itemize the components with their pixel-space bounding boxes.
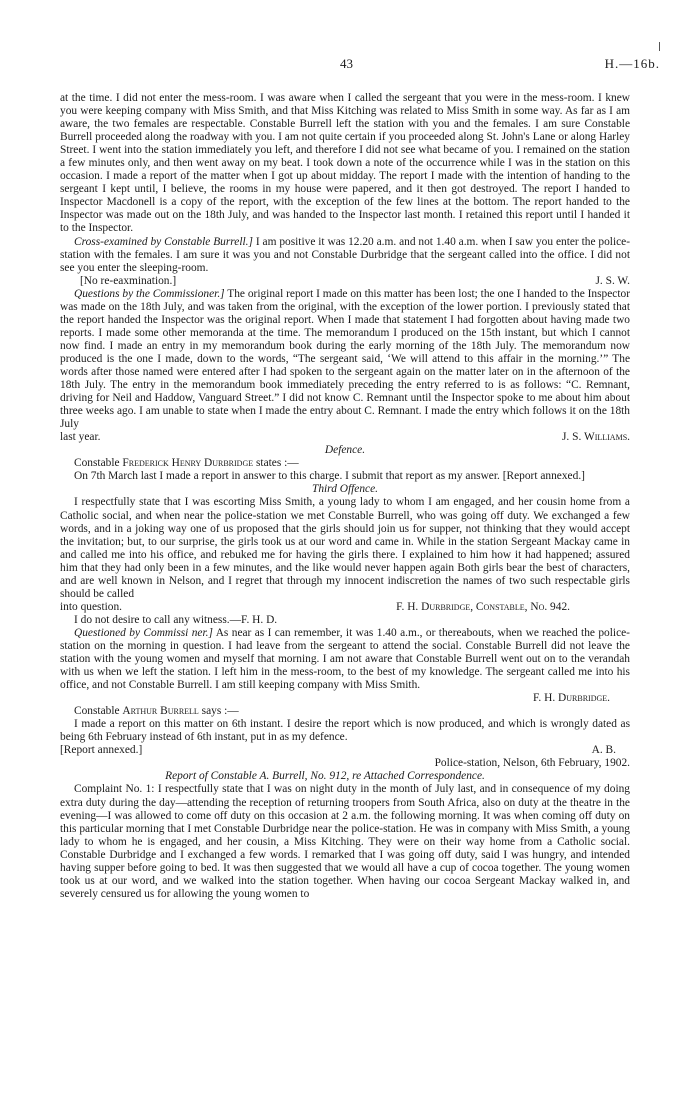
paragraph-commissioner-questions [60, 288, 630, 432]
initials-jsw: J. S. W. [595, 274, 630, 287]
signature-durbridge-constable: F. H. Durbridge, Constable, No. 942. [396, 600, 570, 613]
margin-mark [659, 42, 660, 51]
initials-ab: A. B. [591, 744, 616, 757]
paragraph-burrell-report: I made a report on this matter on 6th instant. I desire the report which is now produced, and which is wrongly dated as being 6th February instead of 6th instant, put in as my defence. [60, 718, 630, 744]
report-annexed-line [60, 744, 630, 757]
says-suffix: says :— [198, 705, 239, 718]
constable-prefix: Constable [74, 457, 123, 470]
paragraph-durbridge-statement: I respectfully state that I was escorting Miss Smith, a young lady to whom I am engaged, and her cousin home from a Catholic social, and when near the police-station we met Constable Burrell, who was going off duty. We exchanged a few words, and in a joking way one of us proposed that the girls should join us for supper, not thinking that they would accept the invitation; but, to our surprise, the girls took us at our word and came in. While in the station Sergeant Mackay came in and called me into his office, and rebuked me for having the girls there. I explained to him how it had happened; assured him that they had only been in a few minutes, and the like would never happen again Both girls bear the best of characters, and are well known in Nelson, and I regret that through my innocent indiscretion the names of two such respectable girls should be called [60, 496, 630, 600]
paragraph-no-witness: I do not desire to call any witness.—F. H. D. [74, 613, 278, 626]
page-body [60, 92, 630, 901]
report-annexed-note: [Report annexed.] [60, 744, 143, 757]
page-number: 43 [340, 56, 353, 71]
dateline [60, 757, 630, 770]
document-reference: H.—16b. [604, 56, 660, 71]
signature-fh-durbridge: F. H. Durbridge. [532, 692, 610, 705]
commissioner-text: The original report I made on this matter has been lost; the one I handed to the Inspector was made on the 18th July, and was taken from the original, with the exception of the lower portion. I previously stated that the report handed the Inspector was the original report. When I made that statement I had forgotten about having made two reports. I made some other memoranda at the time. The memorandum I produced on the 15th instant, but which I cannot now find. I made an entry in my memorandum book during the early morning of the 18th July. The memorandum now produced is the one I made, down to the words, “The sergeant said, ‘We will attend to this affair in the morning.’” The words after those named were entered after I had spoken to the sergeant again on the matter later on in the afternoon of the 18th July. The entry in the memorandum book immediately preceding the entry referred to is as follows: “C. Remnant, driving for Neil and Haddow, Vanguard Street.” I did not know C. Remnant until the Inspector spoke to me about him about three weeks ago. I am unable to state when I made the entry about C. Remnant. I made the entry which follows it on the 18th July [60, 287, 630, 431]
paragraph-durbridge-states [60, 457, 630, 470]
heading-third-offence: Third Offence. [311, 483, 378, 496]
questioned-text: As near as I can remember, it was 1.40 a.m., or thereabouts, when we reached the police-station on the morning in question. I had leave from the sergeant to attend the social. Constable Burrell did not leave the station with the young women and myself that morning. I am not aware that Constable Burrell went out on to the verandah with us when we left the station. I left him in the mess-room, to the best of my knowledge. The sergeant called me into his office, and not Constable Burrell. I am still keeping company with Miss Smith. [60, 626, 630, 692]
paragraph-testimony-continued: at the time. I did not enter the mess-room. I was aware when I called the sergeant that you were in the mess-room. I knew you were keeping company with Miss Smith, and that Miss Kitching was related to Miss Smith in some way. As far as I am aware, the two females are respectable. Constable Burrell left the station with you and the females. I am sure Constable Burrell proceeded along the roadway with you. I am not quite certain if you proceeded along St. John's Lane or along Harley Street. I went into the station immediately you left, and therefore I did not see what became of you. I remained on the station a few minutes only, and then went away on my beat. I took down a note of the occurrence while I was in the station on this occasion. I made a report of the matter when I got up about midday. The report I made with the intention of handing to the sergeant I kept until, I believe, the rooms in my house were papered, and it then got destroyed. The report I handed to Inspector Macdonell is a copy of the report, with the exception of the few lines at the bottom. The report handed to the Inspector was made out on the 18th July, and was handed to the Inspector last month. I retained this report until I handed it to the Inspector. [60, 92, 630, 235]
commissioner-label: Questions by the Commissioner.] [74, 287, 225, 300]
page-header [0, 56, 700, 76]
heading-burrell-report: Report of Constable A. Burrell, No. 912, re Attached Correspondence. [165, 770, 485, 783]
heading-defence: Defence. [324, 444, 366, 457]
signature-line-williams [60, 431, 630, 444]
into-question-text: into question. [60, 600, 123, 613]
signature-line-fhd [60, 692, 630, 705]
states-suffix: states :— [253, 457, 299, 470]
name-durbridge: Frederick Henry Durbridge [122, 457, 254, 470]
no-reexamination-line [60, 275, 630, 288]
cross-exam-text: I am positive it was 12.20 a.m. and not 1.40 a.m. when I saw you enter the police-station with the females. I am sure it was you and not Constable Durbridge that the sergeant called into the office. I did not see you enter the sleeping-room. [60, 235, 631, 274]
name-burrell: Arthur Burrell [122, 705, 199, 718]
constable-prefix-2: Constable [74, 705, 123, 718]
signature-williams: J. S. Williams. [562, 431, 630, 444]
paragraph-cross-examination [60, 236, 630, 275]
last-year-text: last year. [60, 431, 101, 444]
questioned-label: Questioned by Commissi ner.] [74, 626, 213, 639]
paragraph-burrell-says [60, 705, 630, 718]
no-reexamination-note: [No re-eaxmination.] [80, 274, 177, 287]
signature-line-durbridge [60, 601, 630, 614]
cross-exam-label: Cross-examined by Constable Burrell.] [74, 235, 253, 248]
paragraph-complaint-1: Complaint No. 1: I respectfully state that I was on night duty in the month of July last, and in consequence of my doing extra duty during the day—attending the reception of returning troopers from South Africa, also on duty at the theatre in the evening—I was allowed to come off duty on this occasion at 2 a.m. the following morning. It was when coming off duty on this particular morning that I met Constable Durbridge near the police-station. He was in company with Miss Smith, a young lady to whom he is engaged, and her cousin, a Miss Kitching. They were on their way home from a Catholic social. Constable Durbridge and I exchanged a few words. I remarked that I was going off duty, said I was hungry, and intended having supper before going to bed. It was then suggested that we would all have a cup of cocoa together. The young women took us at our word, and we walked into the station together. When having our cocoa Sergeant Mackay walked in, and severely censured us for allowing the young women to [60, 783, 630, 900]
paragraph-durbridge-answer: On 7th March last I made a report in answer to this charge. I submit that report as my answer. [Report annexed.] [74, 470, 585, 483]
paragraph-questioned-by-commissioner [60, 627, 630, 692]
dateline-text: Police-station, Nelson, 6th February, 1902. [434, 757, 630, 770]
